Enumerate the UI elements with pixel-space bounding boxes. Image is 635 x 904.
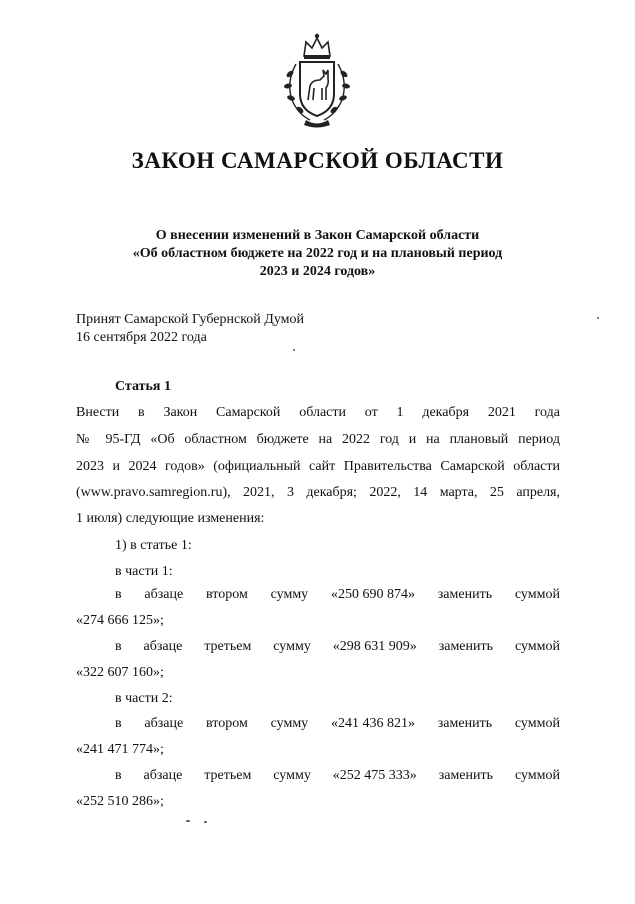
part-heading: в части 2: — [115, 691, 173, 706]
adoption-date: 16 сентября 2022 года — [76, 330, 207, 345]
intro-line: № 95-ГД «Об областном бюджете на 2022 год и на плановый период — [76, 432, 560, 447]
word: суммой — [514, 768, 560, 783]
scan-speck — [597, 317, 599, 319]
word: заменить — [437, 716, 493, 731]
scan-speck — [204, 821, 207, 823]
scan-speck — [293, 349, 295, 351]
old-sum: «298 631 909» — [332, 639, 417, 654]
new-sum: «252 510 286»; — [76, 794, 164, 809]
new-sum: «274 666 125»; — [76, 613, 164, 628]
word: абзаце — [144, 587, 184, 602]
coat-of-arms-emblem — [276, 30, 358, 130]
adoption-body: Принят Самарской Губернской Думой — [76, 312, 305, 327]
old-sum: «250 690 874» — [330, 587, 415, 602]
word: в — [115, 639, 122, 654]
word: втором — [206, 587, 248, 602]
new-sum: «241 471 774»; — [76, 742, 164, 757]
amendment-line — [115, 587, 560, 603]
word: третьем — [204, 639, 252, 654]
amendment-item: 1) в статье 1: — [115, 538, 192, 553]
word: сумму — [273, 639, 311, 654]
word: суммой — [514, 639, 560, 654]
amendment-line — [115, 716, 560, 732]
new-sum: «322 607 160»; — [76, 665, 164, 680]
intro-line: 2023 и 2024 годов» (официальный сайт Правительства Самарской области — [76, 459, 560, 474]
subtitle-line: О внесении изменений в Закон Самарской области — [155, 228, 480, 243]
word: втором — [206, 716, 248, 731]
word: сумму — [270, 587, 309, 602]
old-sum: «252 475 333» — [332, 768, 417, 783]
word: абзаце — [144, 716, 184, 731]
intro-line: 1 июля) следующие изменения: — [76, 511, 265, 526]
scan-speck — [186, 820, 190, 822]
amendment-line — [115, 768, 560, 784]
part-heading: в части 1: — [115, 564, 173, 579]
word: заменить — [438, 639, 494, 654]
amendment-line — [115, 639, 560, 655]
samara-coat-of-arms-icon — [276, 30, 358, 130]
word: третьем — [204, 768, 252, 783]
old-sum: «241 436 821» — [330, 716, 415, 731]
word: заменить — [437, 587, 493, 602]
word: суммой — [514, 587, 560, 602]
law-title: ЗАКОН САМАРСКОЙ ОБЛАСТИ — [131, 148, 504, 173]
adoption-info — [76, 311, 304, 347]
intro-line: Внести в Закон Самарской области от 1 декабря 2021 года — [76, 405, 560, 420]
word: суммой — [514, 716, 560, 731]
word: в — [115, 716, 122, 731]
word: абзаце — [143, 639, 183, 654]
law-subtitle — [0, 227, 635, 281]
intro-line: (www.pravo.samregion.ru), 2021, 3 декабря; 2022, 14 марта, 25 апреля, — [76, 485, 560, 500]
word: в — [115, 768, 122, 783]
word: сумму — [273, 768, 311, 783]
subtitle-line: «Об областном бюджете на 2022 год и на плановый период — [132, 246, 503, 261]
word: заменить — [438, 768, 494, 783]
word: сумму — [270, 716, 309, 731]
word: абзаце — [143, 768, 183, 783]
article-heading: Статья 1 — [115, 379, 171, 394]
subtitle-line: 2023 и 2024 годов» — [259, 264, 376, 279]
word: в — [115, 587, 122, 602]
